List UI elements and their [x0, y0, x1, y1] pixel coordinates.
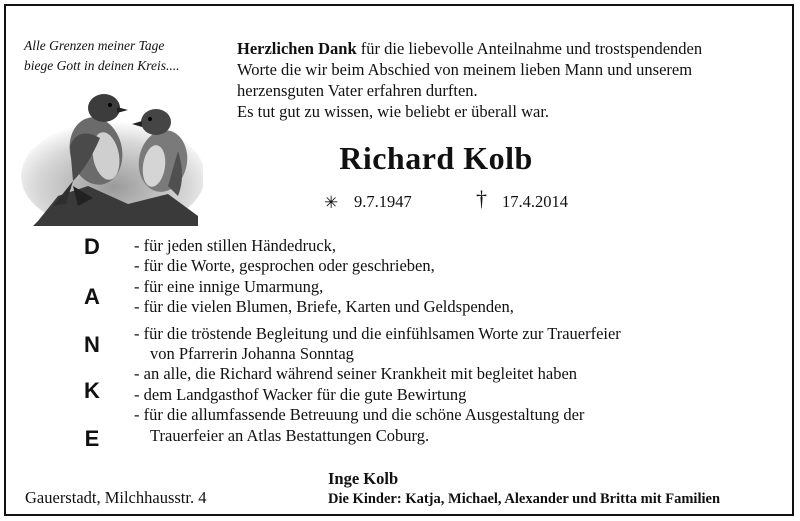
thanks-item: - für eine innige Umarmung,	[134, 276, 324, 296]
signer-name: Inge Kolb	[328, 469, 399, 488]
signer-children: Die Kinder: Katja, Michael, Alexander und Britta mit Familien	[328, 491, 721, 507]
thanks-item: - an alle, die Richard während seiner Krankheit mit begleitet haben	[134, 364, 578, 384]
address: Gauerstadt, Milchhausstr. 4	[25, 488, 207, 507]
intro-text	[237, 38, 787, 122]
intro-line-1-rest: für die liebevolle Anteilnahme und trostspendenden	[356, 39, 703, 58]
thanks-item: - für die tröstende Begleitung und die einfühlsamen Worte zur Trauerfeier	[134, 323, 621, 343]
thanks-item: - für die allumfassende Betreuung und die schöne Ausgestaltung der	[134, 405, 585, 425]
danke-letter-k: K	[84, 378, 100, 403]
intro-bold-lead: Herzlichen Dank	[237, 39, 357, 58]
thanks-item: - für jeden stillen Händedruck,	[134, 236, 337, 255]
thanks-list	[134, 236, 774, 446]
intro-line-4: Es tut gut zu wissen, wie beliebt er überall war.	[237, 102, 550, 121]
intro-line-1	[237, 38, 787, 59]
danke-letter-a: A	[84, 284, 100, 309]
deceased-name: Richard Kolb	[339, 140, 533, 176]
danke-letter-d: D	[84, 234, 100, 259]
quote-line-2: biege Gott in deinen Kreis....	[24, 58, 180, 73]
thanks-item: - dem Landgasthof Wacker für die gute Bewirtung	[134, 384, 467, 404]
intro-line-3: herzensguten Vater erfahren durften.	[237, 81, 478, 100]
birth-star-icon: ✳	[324, 193, 339, 212]
obituary-notice	[4, 4, 794, 516]
intro-line-2: Worte die wir beim Abschied von meinem lieben Mann und unserem	[237, 60, 693, 79]
death-cross-icon: †	[476, 186, 487, 211]
death-date: 17.4.2014	[502, 192, 568, 211]
sparrows-image	[18, 86, 203, 226]
birth-date: 9.7.1947	[354, 192, 412, 211]
quote	[24, 36, 214, 76]
danke-letter-e: E	[84, 426, 100, 451]
thanks-item: - für die vielen Blumen, Briefe, Karten und Geldspenden,	[134, 297, 514, 317]
thanks-item-continuation: Trauerfeier an Atlas Bestattungen Coburg.	[150, 425, 430, 445]
danke-letter-n: N	[84, 332, 100, 357]
quote-line-1: Alle Grenzen meiner Tage	[24, 38, 165, 53]
thanks-item-continuation: von Pfarrerin Johanna Sonntag	[150, 344, 354, 364]
thanks-item: - für die Worte, gesprochen oder geschrieben,	[134, 256, 435, 276]
